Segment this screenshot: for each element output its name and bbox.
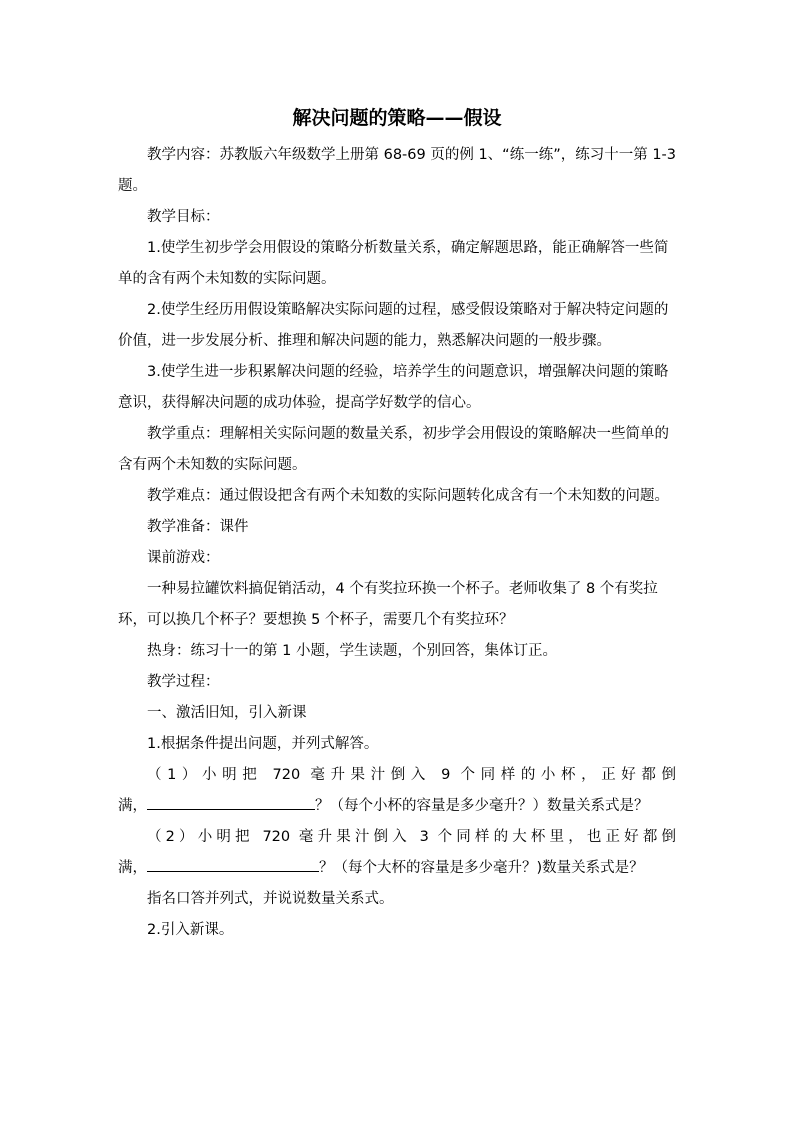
question-1-start: 满，: [118, 798, 147, 814]
goal-1: 1.使学生初步学会用假设的策略分析数量关系，确定解题思路，能正确解答一些简单的含有两个未知数的实际问题。: [118, 240, 669, 287]
answer-blank-2[interactable]: [147, 857, 319, 873]
step-1: 1.根据条件提出问题，并列式解答。: [147, 736, 379, 752]
question-1-line-2: [118, 791, 676, 822]
pre-class-game: 一种易拉罐饮料搞促销活动，4 个有奖拉环换一个杯子。老师收集了 8 个有奖拉环，可以换几个杯子？要想换 5 个杯子，需要几个有奖拉环？: [118, 581, 658, 628]
answer-blank-1[interactable]: [147, 795, 315, 811]
question-1-end: ？（每个小杯的容量是多少毫升？）数量关系式是？: [315, 798, 649, 814]
teaching-preparation: 教学准备：课件: [147, 519, 249, 535]
goal-2: 2.使学生经历用假设策略解决实际问题的过程，感受假设策略对于解决特定问题的价值，进一步发展分析、推理和解决问题的能力，熟悉解决问题的一般步骤。: [118, 302, 669, 349]
question-2-end: ？（每个大杯的容量是多少毫升？)数量关系式是？: [319, 860, 644, 876]
warm-up: 热身：练习十一的第 1 小题，学生读题，个别回答，集体订正。: [147, 643, 557, 659]
pre-class-game-heading: 课前游戏：: [147, 550, 220, 566]
question-2-line-1: （2）小明把 720 毫升果汁倒入 3 个同样的大杯里，也正好都倒: [147, 829, 676, 845]
document-body: [118, 140, 676, 946]
goal-3: 3.使学生进一步积累解决问题的经验，培养学生的问题意识，增强解决问题的策略意识，获得解决问题的成功体验，提高学好数学的信心。: [118, 364, 669, 411]
question-1-line-1: （1）小明把 720 毫升果汁倒入 9 个同样的小杯，正好都倒: [147, 767, 676, 783]
teaching-focus: 教学重点：理解相关实际问题的数量关系，初步学会用假设的策略解决一些简单的含有两个未知数的实际问题。: [118, 426, 669, 473]
question-2-start: 满，: [118, 860, 147, 876]
teaching-content: 教学内容：苏教版六年级数学上册第 68-69 页的例 1、“练一练”，练习十一第 1-3 题。: [118, 147, 676, 194]
teaching-process-heading: 教学过程：: [147, 674, 220, 690]
teaching-difficulty: 教学难点：通过假设把含有两个未知数的实际问题转化成含有一个未知数的问题。: [147, 488, 669, 504]
oral-answer-instruction: 指名口答并列式，并说说数量关系式。: [147, 891, 394, 907]
teaching-goals-heading: 教学目标：: [147, 209, 220, 225]
step-2: 2.引入新课。: [147, 922, 234, 938]
section-1-heading: 一、激活旧知，引入新课: [147, 705, 307, 721]
document-title: 解决问题的策略——假设: [292, 107, 502, 129]
question-2-line-2: [118, 853, 676, 884]
